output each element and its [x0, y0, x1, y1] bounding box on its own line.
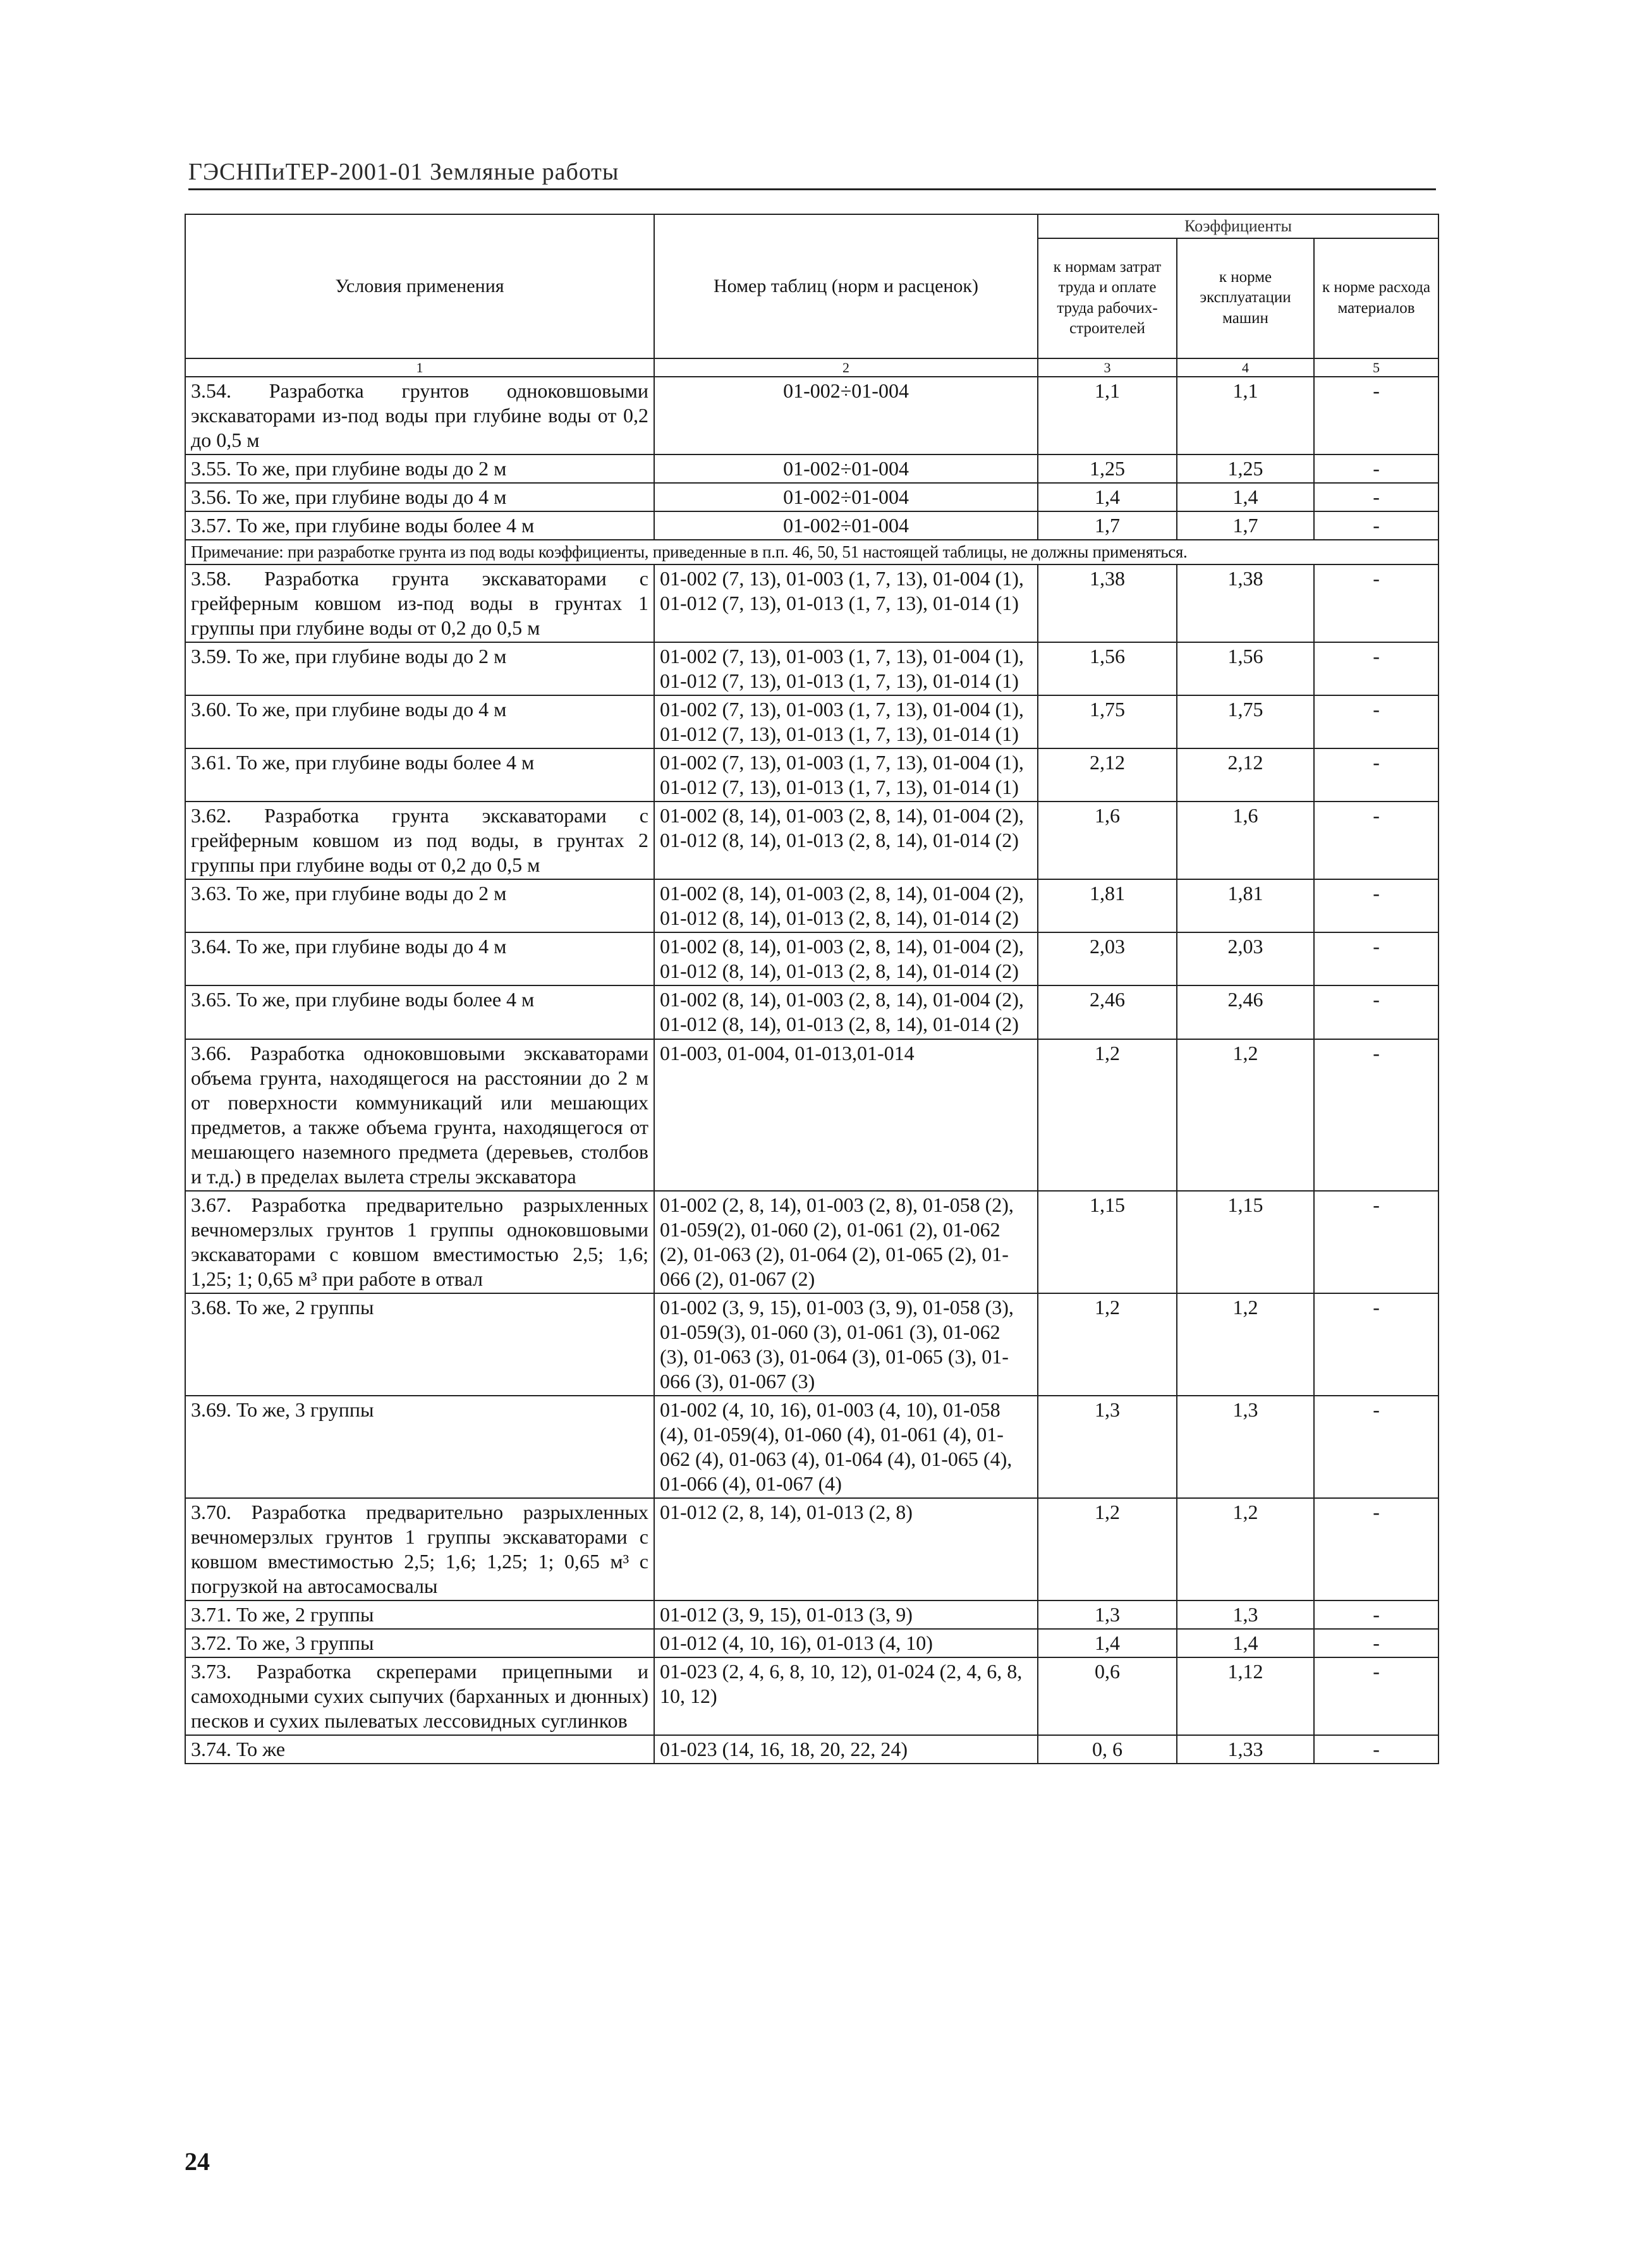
table-numbers-cell: 01-002 (8, 14), 01-003 (2, 8, 14), 01-004 (2), 01-012 (8, 14), 01-013 (2, 8, 14), 01-014 (2) — [654, 985, 1038, 1039]
table-numbers-cell: 01-002 (8, 14), 01-003 (2, 8, 14), 01-004 (2), 01-012 (8, 14), 01-013 (2, 8, 14), 01-014 (2) — [654, 932, 1038, 985]
labor-coefficient-cell: 1,56 — [1038, 642, 1177, 695]
materials-coefficient-cell: - — [1314, 985, 1438, 1039]
header-conditions: Условия применения — [185, 214, 654, 358]
condition-cell: 3.54. Разработка грунтов одноковшовыми экскаваторами из-под воды при глубине воды от 0,2 до 0,5 м — [185, 377, 654, 454]
condition-cell: 3.63. То же, при глубине воды до 2 м — [185, 879, 654, 932]
table-numbers-cell: 01-002 (7, 13), 01-003 (1, 7, 13), 01-004 (1), 01-012 (7, 13), 01-013 (1, 7, 13), 01-014 (1) — [654, 748, 1038, 802]
machines-coefficient-cell: 1,4 — [1177, 1629, 1314, 1657]
table-row — [185, 1293, 1438, 1396]
table-numbers-cell: 01-023 (14, 16, 18, 20, 22, 24) — [654, 1735, 1038, 1764]
materials-coefficient-cell: - — [1314, 1191, 1438, 1293]
machines-coefficient-cell: 1,81 — [1177, 879, 1314, 932]
header-row-top — [185, 214, 1438, 238]
coefficients-table — [185, 214, 1439, 1764]
table-row — [185, 1657, 1438, 1735]
column-number: 3 — [1038, 358, 1177, 377]
table-numbers-cell: 01-002 (8, 14), 01-003 (2, 8, 14), 01-004 (2), 01-012 (8, 14), 01-013 (2, 8, 14), 01-014 (2) — [654, 802, 1038, 879]
note-row — [185, 540, 1438, 564]
table-row — [185, 695, 1438, 748]
machines-coefficient-cell: 1,12 — [1177, 1657, 1314, 1735]
materials-coefficient-cell: - — [1314, 802, 1438, 879]
labor-coefficient-cell: 1,7 — [1038, 511, 1177, 540]
table-numbers-cell: 01-002 (4, 10, 16), 01-003 (4, 10), 01-058 (4), 01-059(4), 01-060 (4), 01-061 (4), 01-062 (4), 01-063 (4), 01-064 (4), 01-065 (4), 01-066 (4), 01-067 (4) — [654, 1396, 1038, 1498]
machines-coefficient-cell: 1,33 — [1177, 1735, 1314, 1764]
labor-coefficient-cell: 1,25 — [1038, 454, 1177, 483]
labor-coefficient-cell: 2,46 — [1038, 985, 1177, 1039]
labor-coefficient-cell: 2,03 — [1038, 932, 1177, 985]
machines-coefficient-cell: 2,03 — [1177, 932, 1314, 985]
table-row — [185, 1396, 1438, 1498]
labor-coefficient-cell: 1,2 — [1038, 1498, 1177, 1600]
column-number: 4 — [1177, 358, 1314, 377]
condition-cell: 3.60. То же, при глубине воды до 4 м — [185, 695, 654, 748]
machines-coefficient-cell: 1,3 — [1177, 1600, 1314, 1629]
materials-coefficient-cell: - — [1314, 879, 1438, 932]
condition-cell: 3.72. То же, 3 группы — [185, 1629, 654, 1657]
table-row — [185, 1191, 1438, 1293]
condition-cell: 3.56. То же, при глубине воды до 4 м — [185, 483, 654, 511]
labor-coefficient-cell: 1,75 — [1038, 695, 1177, 748]
table-numbers-cell: 01-002 (7, 13), 01-003 (1, 7, 13), 01-004 (1), 01-012 (7, 13), 01-013 (1, 7, 13), 01-014 (1) — [654, 642, 1038, 695]
machines-coefficient-cell: 1,56 — [1177, 642, 1314, 695]
header-table-numbers: Номер таблиц (норм и расценок) — [654, 214, 1038, 358]
header-machines: к норме эксплуатации машин — [1177, 238, 1314, 358]
condition-cell: 3.73. Разработка скреперами прицепными и самоходными сухих сыпучих (барханных и дюнных) песков и сухих пылеватых лессовидных суглинков — [185, 1657, 654, 1735]
table-numbers-cell: 01-002 (8, 14), 01-003 (2, 8, 14), 01-004 (2), 01-012 (8, 14), 01-013 (2, 8, 14), 01-014 (2) — [654, 879, 1038, 932]
table-row — [185, 802, 1438, 879]
condition-cell: 3.58. Разработка грунта экскаваторами с грейферным ковшом из-под воды в грунтах 1 группы при глубине воды от 0,2 до 0,5 м — [185, 564, 654, 642]
labor-coefficient-cell: 1,4 — [1038, 1629, 1177, 1657]
header-labor: к нормам затрат труда и оплате труда рабочих-строителей — [1038, 238, 1177, 358]
table-row — [185, 1498, 1438, 1600]
note-text: Примечание: при разработке грунта из под воды коэффициенты, приведенные в п.п. 46, 50, 51 настоящей таблицы, не должны применяться. — [185, 540, 1438, 564]
labor-coefficient-cell: 1,2 — [1038, 1293, 1177, 1396]
condition-cell: 3.74. То же — [185, 1735, 654, 1764]
condition-cell: 3.66. Разработка одноковшовыми экскаваторами объема грунта, находящегося на расстоянии до 2 м от поверхности коммуникаций или мешающих предметов, а также объема грунта, находящегося от мешающего наземного предмета (деревьев, столбов и т.д.) в пределах вылета стрелы экскаватора — [185, 1039, 654, 1191]
materials-coefficient-cell: - — [1314, 1735, 1438, 1764]
materials-coefficient-cell: - — [1314, 1629, 1438, 1657]
labor-coefficient-cell: 1,3 — [1038, 1600, 1177, 1629]
running-header: ГЭСНПиТЕР-2001-01 Земляные работы — [188, 158, 1436, 190]
materials-coefficient-cell: - — [1314, 483, 1438, 511]
machines-coefficient-cell: 1,4 — [1177, 483, 1314, 511]
table-row — [185, 483, 1438, 511]
table-row — [185, 1600, 1438, 1629]
table-row — [185, 1735, 1438, 1764]
condition-cell: 3.57. То же, при глубине воды более 4 м — [185, 511, 654, 540]
table-numbers-cell: 01-003, 01-004, 01-013,01-014 — [654, 1039, 1038, 1191]
machines-coefficient-cell: 2,46 — [1177, 985, 1314, 1039]
table-row — [185, 454, 1438, 483]
materials-coefficient-cell: - — [1314, 1657, 1438, 1735]
table-numbers-cell: 01-002 (7, 13), 01-003 (1, 7, 13), 01-004 (1), 01-012 (7, 13), 01-013 (1, 7, 13), 01-014 (1) — [654, 564, 1038, 642]
rows-group-a — [185, 377, 1438, 540]
table-numbers-cell: 01-012 (4, 10, 16), 01-013 (4, 10) — [654, 1629, 1038, 1657]
table-row — [185, 642, 1438, 695]
table-numbers-cell: 01-002÷01-004 — [654, 377, 1038, 454]
table-row — [185, 564, 1438, 642]
labor-coefficient-cell: 1,81 — [1038, 879, 1177, 932]
machines-coefficient-cell: 1,2 — [1177, 1293, 1314, 1396]
condition-cell: 3.68. То же, 2 группы — [185, 1293, 654, 1396]
table-row — [185, 748, 1438, 802]
labor-coefficient-cell: 1,15 — [1038, 1191, 1177, 1293]
machines-coefficient-cell: 1,7 — [1177, 511, 1314, 540]
header-materials: к норме расхода материалов — [1314, 238, 1438, 358]
table-numbers-cell: 01-002÷01-004 — [654, 483, 1038, 511]
machines-coefficient-cell: 1,6 — [1177, 802, 1314, 879]
header-coefficients: Коэффициенты — [1038, 214, 1438, 238]
machines-coefficient-cell: 2,12 — [1177, 748, 1314, 802]
materials-coefficient-cell: - — [1314, 511, 1438, 540]
table-numbers-cell: 01-012 (3, 9, 15), 01-013 (3, 9) — [654, 1600, 1038, 1629]
condition-cell: 3.69. То же, 3 группы — [185, 1396, 654, 1498]
materials-coefficient-cell: - — [1314, 642, 1438, 695]
table-row — [185, 377, 1438, 454]
machines-coefficient-cell: 1,2 — [1177, 1039, 1314, 1191]
condition-cell: 3.55. То же, при глубине воды до 2 м — [185, 454, 654, 483]
condition-cell: 3.64. То же, при глубине воды до 4 м — [185, 932, 654, 985]
labor-coefficient-cell: 1,1 — [1038, 377, 1177, 454]
note-group — [185, 540, 1438, 564]
materials-coefficient-cell: - — [1314, 1293, 1438, 1396]
column-number: 1 — [185, 358, 654, 377]
materials-coefficient-cell: - — [1314, 377, 1438, 454]
table-numbers-cell: 01-002 (2, 8, 14), 01-003 (2, 8), 01-058 (2), 01-059(2), 01-060 (2), 01-061 (2), 01-062 (2), 01-063 (2), 01-064 (2), 01-065 (2), 01-066 (2), 01-067 (2) — [654, 1191, 1038, 1293]
labor-coefficient-cell: 1,38 — [1038, 564, 1177, 642]
condition-cell: 3.59. То же, при глубине воды до 2 м — [185, 642, 654, 695]
table-row — [185, 511, 1438, 540]
table-numbers-cell: 01-002÷01-004 — [654, 454, 1038, 483]
labor-coefficient-cell: 2,12 — [1038, 748, 1177, 802]
materials-coefficient-cell: - — [1314, 1039, 1438, 1191]
table-row — [185, 932, 1438, 985]
materials-coefficient-cell: - — [1314, 932, 1438, 985]
machines-coefficient-cell: 1,3 — [1177, 1396, 1314, 1498]
machines-coefficient-cell: 1,2 — [1177, 1498, 1314, 1600]
table-numbers-cell: 01-002 (7, 13), 01-003 (1, 7, 13), 01-004 (1), 01-012 (7, 13), 01-013 (1, 7, 13), 01-014 (1) — [654, 695, 1038, 748]
machines-coefficient-cell: 1,75 — [1177, 695, 1314, 748]
materials-coefficient-cell: - — [1314, 1396, 1438, 1498]
column-number: 2 — [654, 358, 1038, 377]
materials-coefficient-cell: - — [1314, 695, 1438, 748]
table-row — [185, 1629, 1438, 1657]
labor-coefficient-cell: 1,6 — [1038, 802, 1177, 879]
table-row — [185, 1039, 1438, 1191]
condition-cell: 3.62. Разработка грунта экскаваторами с грейферным ковшом из под воды, в грунтах 2 группы при глубине воды от 0,2 до 0,5 м — [185, 802, 654, 879]
condition-cell: 3.65. То же, при глубине воды более 4 м — [185, 985, 654, 1039]
condition-cell: 3.67. Разработка предварительно разрыхленных вечномерзлых грунтов 1 группы одноковшовыми экскаваторами с ковшом вместимостью 2,5; 1,6; 1,25; 1; 0,65 м³ при работе в отвал — [185, 1191, 654, 1293]
table-row — [185, 985, 1438, 1039]
materials-coefficient-cell: - — [1314, 564, 1438, 642]
labor-coefficient-cell: 1,4 — [1038, 483, 1177, 511]
table-row — [185, 879, 1438, 932]
materials-coefficient-cell: - — [1314, 1498, 1438, 1600]
machines-coefficient-cell: 1,15 — [1177, 1191, 1314, 1293]
condition-cell: 3.61. То же, при глубине воды более 4 м — [185, 748, 654, 802]
table-numbers-cell: 01-002÷01-004 — [654, 511, 1038, 540]
table-numbers-cell: 01-002 (3, 9, 15), 01-003 (3, 9), 01-058 (3), 01-059(3), 01-060 (3), 01-061 (3), 01-062 (3), 01-063 (3), 01-064 (3), 01-065 (3), 01-066 (3), 01-067 (3) — [654, 1293, 1038, 1396]
labor-coefficient-cell: 1,2 — [1038, 1039, 1177, 1191]
materials-coefficient-cell: - — [1314, 748, 1438, 802]
labor-coefficient-cell: 0,6 — [1038, 1657, 1177, 1735]
machines-coefficient-cell: 1,25 — [1177, 454, 1314, 483]
column-number-row — [185, 358, 1438, 377]
machines-coefficient-cell: 1,38 — [1177, 564, 1314, 642]
table-numbers-cell: 01-023 (2, 4, 6, 8, 10, 12), 01-024 (2, 4, 6, 8, 10, 12) — [654, 1657, 1038, 1735]
materials-coefficient-cell: - — [1314, 454, 1438, 483]
materials-coefficient-cell: - — [1314, 1600, 1438, 1629]
page-number: 24 — [185, 2147, 210, 2176]
labor-coefficient-cell: 0, 6 — [1038, 1735, 1177, 1764]
labor-coefficient-cell: 1,3 — [1038, 1396, 1177, 1498]
condition-cell: 3.70. Разработка предварительно разрыхленных вечномерзлых грунтов 1 группы экскаваторами с ковшом вместимостью 2,5; 1,6; 1,25; 1; 0,65 м³ с погрузкой на автосамосвалы — [185, 1498, 654, 1600]
condition-cell: 3.71. То же, 2 группы — [185, 1600, 654, 1629]
machines-coefficient-cell: 1,1 — [1177, 377, 1314, 454]
rows-group-b — [185, 564, 1438, 1764]
table-numbers-cell: 01-012 (2, 8, 14), 01-013 (2, 8) — [654, 1498, 1038, 1600]
column-number: 5 — [1314, 358, 1438, 377]
